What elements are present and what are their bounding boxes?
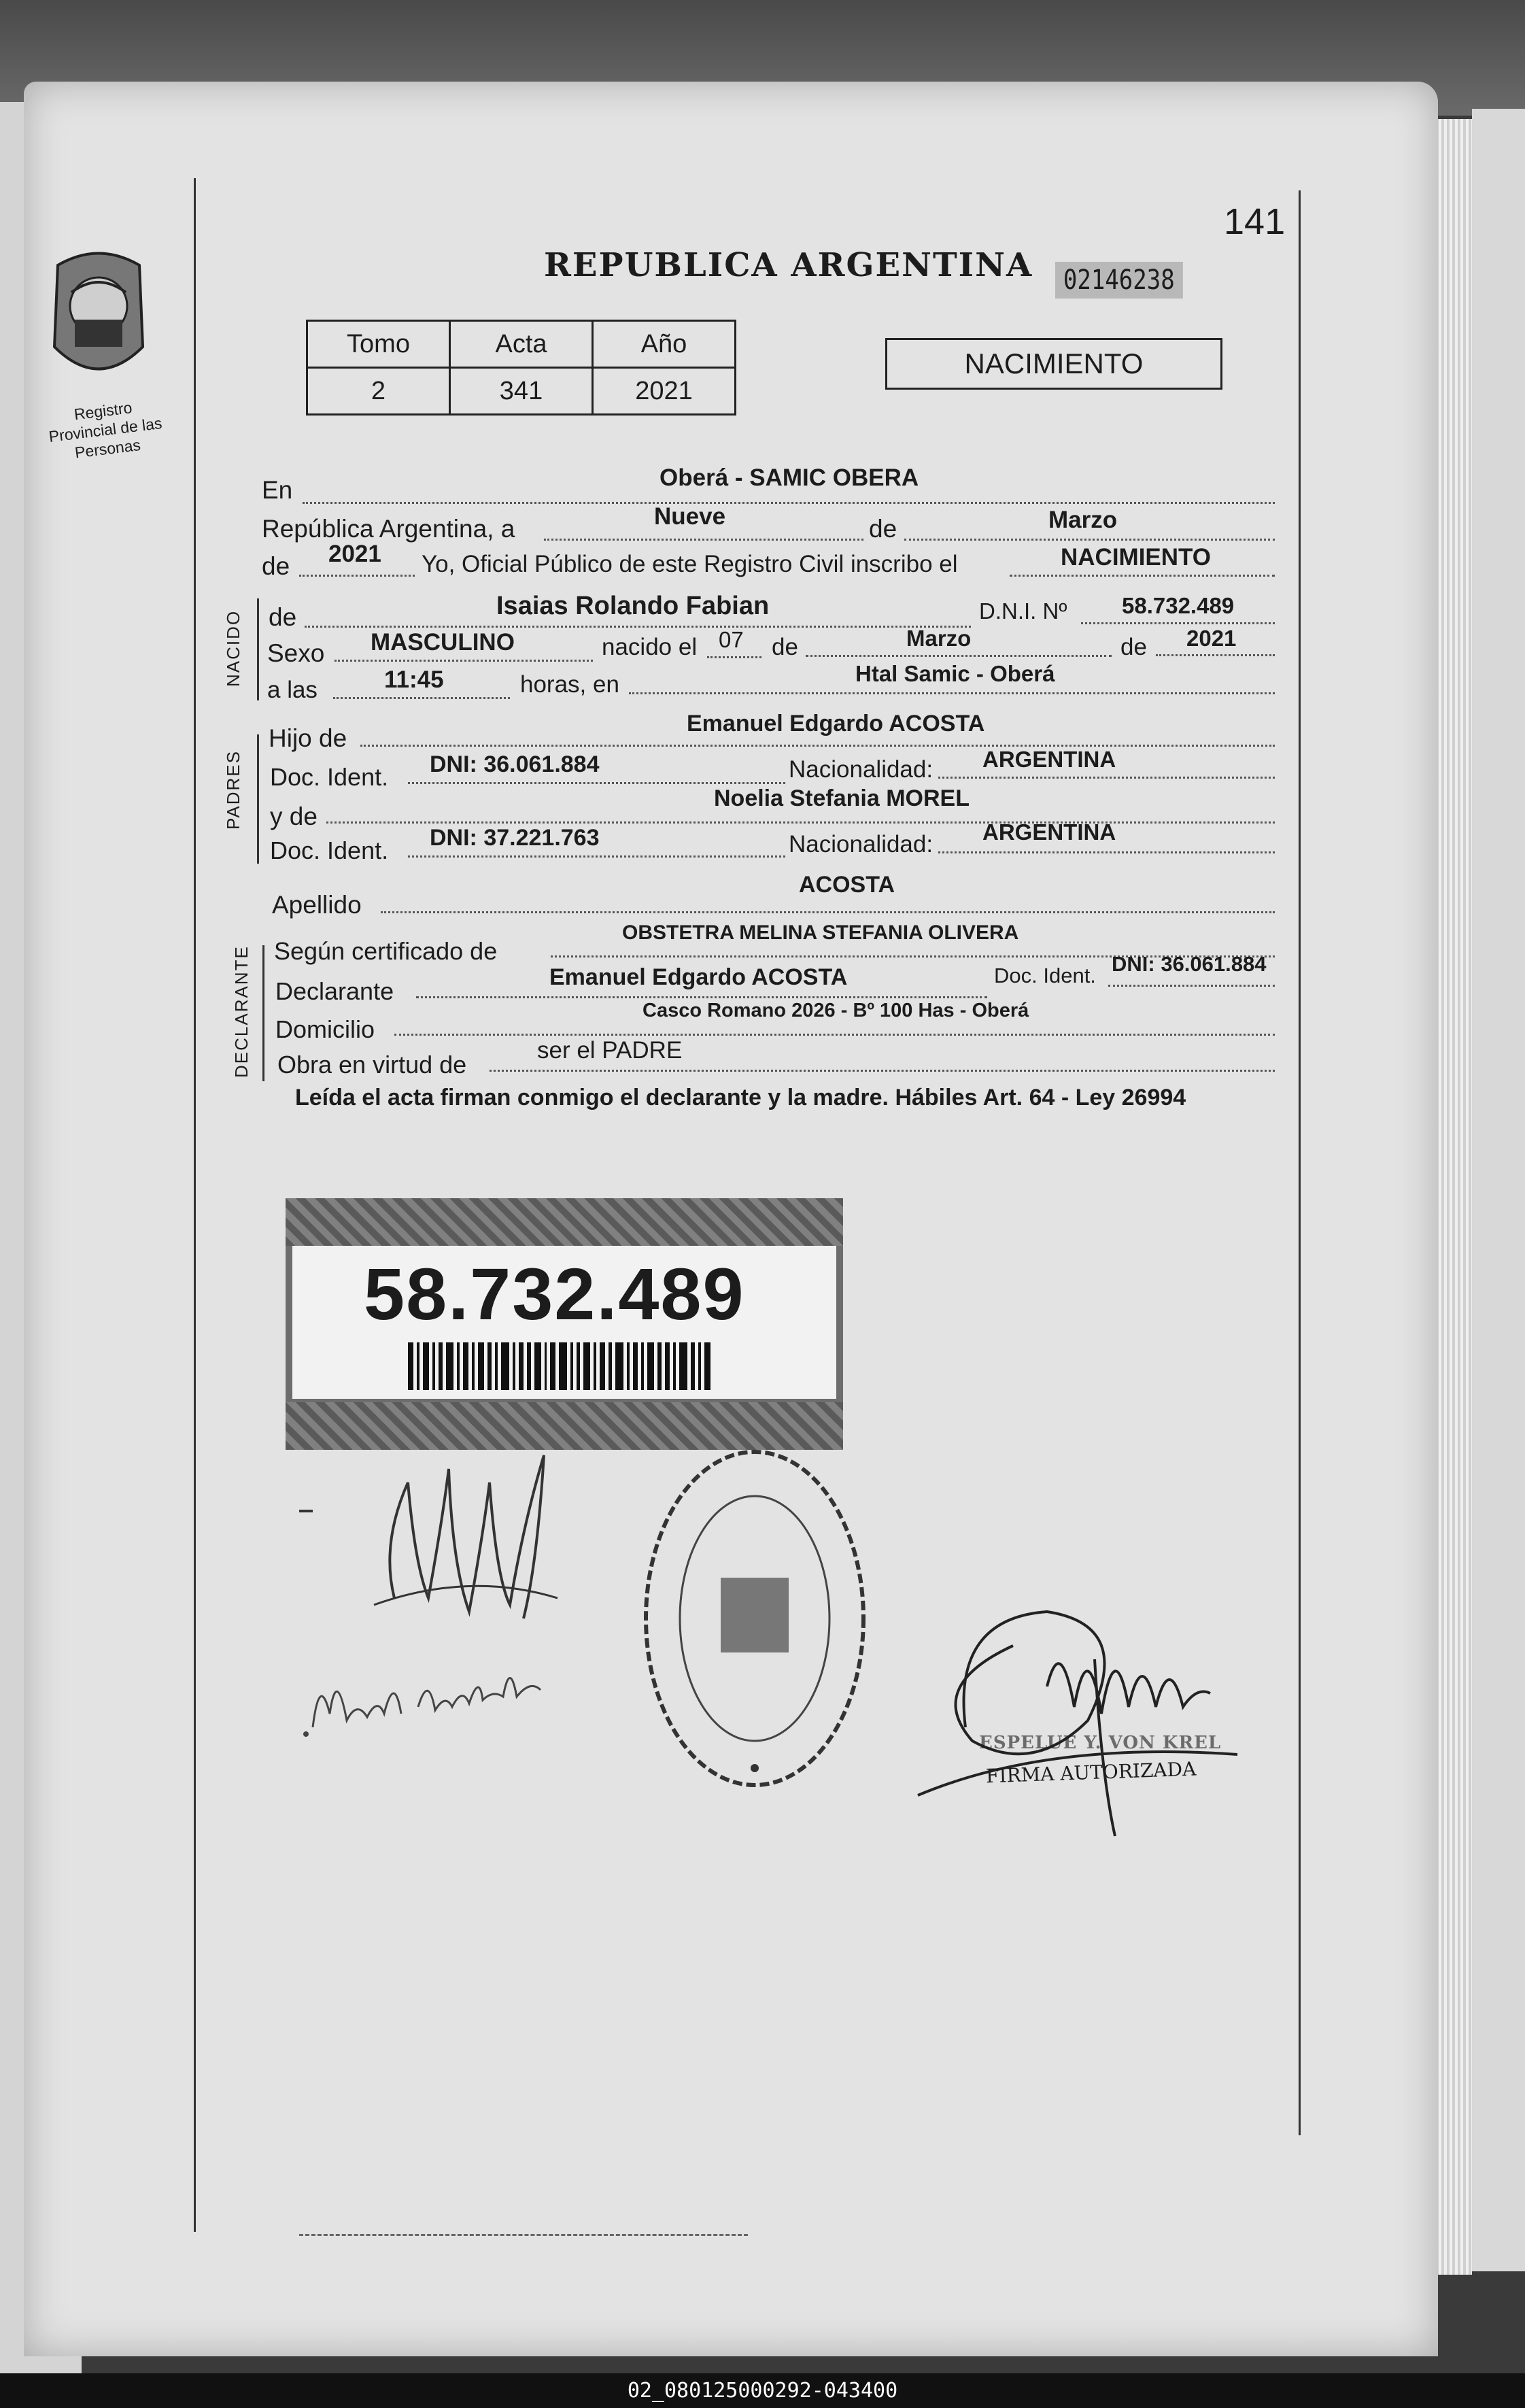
value-birth-day: 07	[719, 627, 744, 652]
nacido-bracket	[257, 598, 259, 700]
coat-of-arms-logo	[48, 245, 150, 401]
label-father-doc: Doc. Ident.	[270, 763, 389, 791]
value-declarante: Emanuel Edgardo ACOSTA	[549, 964, 848, 990]
dotted-line	[305, 626, 971, 628]
page-number: 141	[1224, 201, 1286, 242]
dni-sticker	[286, 1198, 843, 1450]
value-father-nat: ARGENTINA	[982, 747, 1116, 772]
dotted-line	[904, 539, 1275, 541]
label-declarante: Declarante	[275, 977, 394, 1005]
dotted-line	[806, 655, 1112, 657]
label-certificado: Según certificado de	[274, 937, 498, 965]
value-day: Nueve	[654, 503, 726, 530]
label-nacido-de2: de	[772, 634, 798, 660]
signature-caption: FIRMA AUTORIZADA	[985, 1757, 1197, 1788]
official-stamp	[632, 1442, 877, 1795]
label-mother-doc: Doc. Ident.	[270, 836, 389, 864]
label-nacido-de: de	[269, 603, 297, 631]
value-place: Oberá - SAMIC OBERA	[659, 464, 919, 491]
text-yo: Yo, Oficial Público de este Registro Civil inscribo el	[422, 551, 958, 577]
dotted-line	[629, 692, 1275, 694]
dotted-line	[335, 660, 593, 662]
act-type-box: NACIMIENTO	[885, 338, 1222, 390]
label-republica: República Argentina, a	[262, 515, 515, 543]
label-declarante-doc: Doc. Ident.	[994, 964, 1096, 987]
value-declarante-doc: DNI: 36.061.884	[1112, 952, 1267, 976]
document-title: REPUBLICA ARGENTINA	[544, 246, 1033, 284]
label-y-de: y de	[270, 802, 318, 830]
dotted-line	[1156, 654, 1275, 656]
dotted-line	[326, 821, 1275, 824]
label-mother-nat: Nacionalidad:	[789, 831, 933, 858]
label-de: de	[869, 515, 897, 543]
dotted-line	[544, 539, 863, 541]
dotted-line	[1010, 575, 1275, 577]
control-number: 02146238	[1055, 262, 1183, 299]
dotted-line	[408, 782, 785, 784]
padres-bracket	[257, 734, 259, 864]
value-registered: NACIMIENTO	[1061, 544, 1212, 571]
value-mother-doc: DNI: 37.221.763	[430, 825, 600, 851]
value-domicilio: Casco Romano 2026 - Bº 100 Has - Oberá	[642, 1000, 1029, 1021]
value-child-dni: 58.732.489	[1122, 593, 1235, 618]
value-year: 2021	[328, 541, 381, 567]
barcode	[408, 1342, 714, 1390]
dotted-line	[303, 502, 1275, 504]
label-apellido: Apellido	[272, 891, 362, 919]
value-child-name: Isaias Rolando Fabian	[496, 592, 770, 620]
dotted-line	[938, 777, 1275, 779]
dotted-line	[394, 1034, 1275, 1036]
value-time: 11:45	[384, 666, 444, 693]
value-apellido: ACOSTA	[799, 872, 895, 898]
value-sexo: MASCULINO	[371, 629, 515, 656]
section-label-declarante: DECLARANTE	[231, 945, 252, 1078]
declarant-signature	[367, 1442, 571, 1646]
closing-text: Leída el acta firman conmigo el declarante y la madre. Hábiles Art. 64 - Ley 26994	[295, 1085, 1186, 1110]
right-background	[1472, 109, 1525, 2271]
label-en: En	[262, 476, 293, 504]
dotted-line	[381, 911, 1275, 913]
label-nacido-de3: de	[1120, 634, 1147, 660]
registry-name: Registro Provincial de las Personas	[48, 398, 163, 462]
official-name: ESPELUE Y. VON KREL	[979, 1733, 1222, 1753]
label-nacido-el: nacido el	[602, 634, 698, 660]
dotted-line	[1081, 622, 1275, 624]
sticker-band-top	[286, 1198, 843, 1246]
label-horas: horas, en	[520, 671, 619, 698]
value-anio: 2021	[593, 368, 736, 415]
value-month: Marzo	[1048, 507, 1118, 533]
value-certificado: OBSTETRA MELINA STEFANIA OLIVERA	[622, 921, 1019, 944]
value-birth-year: 2021	[1186, 626, 1237, 651]
label-domicilio: Domicilio	[275, 1015, 375, 1043]
label-hijo-de: Hijo de	[269, 724, 347, 752]
value-tomo: 2	[307, 368, 450, 415]
label-obra: Obra en virtud de	[277, 1051, 467, 1079]
left-margin-line	[194, 178, 196, 2232]
dotted-line	[938, 851, 1275, 853]
value-mother-nat: ARGENTINA	[982, 819, 1116, 845]
label-sexo: Sexo	[267, 639, 325, 667]
label-a-las: a las	[267, 677, 318, 703]
value-father-doc: DNI: 36.061.884	[430, 751, 600, 777]
section-label-nacido: NACIDO	[223, 609, 243, 687]
dotted-line	[360, 745, 1275, 747]
dotted-line	[333, 697, 510, 699]
value-mother-name: Noelia Stefania MOREL	[714, 785, 970, 811]
dotted-line	[490, 1070, 1275, 1072]
value-birth-place: Htal Samic - Oberá	[855, 661, 1055, 686]
declarante-bracket	[262, 945, 264, 1081]
label-dni: D.N.I. Nº	[979, 598, 1067, 624]
bottom-dashed-line	[299, 2234, 748, 2236]
dotted-line	[416, 996, 987, 998]
dotted-line	[1108, 985, 1275, 987]
value-obra: ser el PADRE	[537, 1037, 683, 1064]
header-tomo: Tomo	[307, 321, 450, 368]
dotted-line	[707, 656, 761, 658]
header-anio: Año	[593, 321, 736, 368]
value-birth-month: Marzo	[906, 626, 972, 651]
registry-table	[306, 320, 736, 416]
file-footer: 02_080125000292-043400	[0, 2373, 1525, 2408]
right-margin-line	[1299, 190, 1301, 2135]
value-father-name: Emanuel Edgardo ACOSTA	[687, 711, 985, 736]
value-acta: 341	[450, 368, 593, 415]
label-year-de: de	[262, 552, 290, 580]
dotted-line	[299, 575, 415, 577]
label-father-nat: Nacionalidad:	[789, 756, 933, 783]
mother-handwritten-name	[299, 1632, 585, 1748]
section-label-padres: PADRES	[223, 750, 243, 830]
header-acta: Acta	[450, 321, 593, 368]
dotted-line	[408, 855, 785, 858]
sticker-dni-number: 58.732.489	[364, 1253, 745, 1335]
dash-mark	[299, 1510, 313, 1512]
